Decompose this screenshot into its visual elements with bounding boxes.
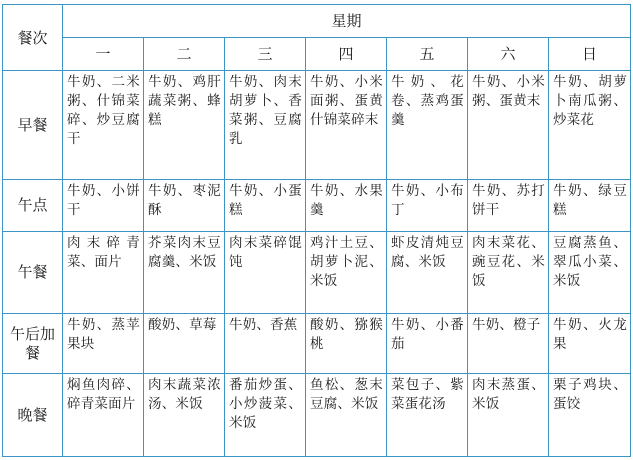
menu-cell: 肉末蒸蛋、米饭: [468, 374, 549, 457]
day-header-mon: 一: [63, 38, 144, 71]
menu-cell: 焖鱼肉碎、碎青菜面片: [63, 374, 144, 457]
header-row-1: [3, 5, 631, 38]
meal-label-morning-snack: 午点: [3, 180, 63, 232]
menu-cell: 肉末碎青菜、面片: [63, 232, 144, 314]
table-row: [3, 374, 631, 457]
menu-cell: 牛奶、花卷、蒸鸡蛋羹: [387, 71, 468, 180]
meal-label-dinner: 晚餐: [3, 374, 63, 457]
menu-cell: 牛奶、枣泥酥: [144, 180, 225, 232]
menu-cell: 牛奶、苏打饼干: [468, 180, 549, 232]
day-header-fri: 五: [387, 38, 468, 71]
table-row: [3, 314, 631, 374]
week-header: 星期: [63, 5, 631, 38]
menu-cell: 牛奶、小米粥、蛋黄末: [468, 71, 549, 180]
menu-cell: 芥菜肉末豆腐羹、米饭: [144, 232, 225, 314]
table-row: [3, 180, 631, 232]
menu-cell: 栗子鸡块、蛋饺: [549, 374, 631, 457]
menu-cell: 鸡汁土豆、胡萝卜泥、米饭: [306, 232, 387, 314]
menu-cell: 肉末菜花、豌豆花、米饭: [468, 232, 549, 314]
table-row: [3, 232, 631, 314]
menu-cell: 豆腐蒸鱼、翠瓜小菜、米饭: [549, 232, 631, 314]
menu-cell: 牛奶、小米面粥、蛋黄什锦菜碎末: [306, 71, 387, 180]
menu-cell: 牛奶、橙子: [468, 314, 549, 374]
meal-label-breakfast: 早餐: [3, 71, 63, 180]
menu-cell: 鱼松、葱末豆腐、米饭: [306, 374, 387, 457]
header-row-days: [3, 38, 631, 71]
menu-cell: 牛奶、香蕉: [225, 314, 306, 374]
day-header-thu: 四: [306, 38, 387, 71]
day-header-tue: 二: [144, 38, 225, 71]
menu-cell: 牛奶、胡萝卜南瓜粥、炒菜花: [549, 71, 631, 180]
menu-cell: 牛奶、蒸苹果块: [63, 314, 144, 374]
meal-label-afternoon-snack: 午后加餐: [3, 314, 63, 374]
menu-cell: 牛奶、小蛋糕: [225, 180, 306, 232]
weekly-meal-table: [2, 4, 631, 457]
menu-cell: 酸奶、草莓: [144, 314, 225, 374]
meal-column-header: 餐次: [3, 5, 63, 71]
menu-cell: 肉末菜碎馄饨: [225, 232, 306, 314]
menu-cell: 牛奶、小番茄: [387, 314, 468, 374]
table-row: [3, 71, 631, 180]
menu-cell: 牛奶、肉末胡萝卜、香菜粥、豆腐乳: [225, 71, 306, 180]
day-header-sat: 六: [468, 38, 549, 71]
menu-cell: 牛奶、小饼干: [63, 180, 144, 232]
day-header-wed: 三: [225, 38, 306, 71]
menu-cell: 牛奶、鸡肝蔬菜粥、蜂糕: [144, 71, 225, 180]
menu-cell: 牛奶、水果羹: [306, 180, 387, 232]
menu-cell: 酸奶、猕猴桃: [306, 314, 387, 374]
menu-cell: 牛奶、火龙果: [549, 314, 631, 374]
day-header-sun: 日: [549, 38, 631, 71]
meal-label-lunch: 午餐: [3, 232, 63, 314]
menu-cell: 肉末蔬菜浓汤、米饭: [144, 374, 225, 457]
menu-cell: 菜包子、紫菜蛋花汤: [387, 374, 468, 457]
menu-cell: 牛奶、绿豆糕: [549, 180, 631, 232]
menu-cell: 牛奶、小布丁: [387, 180, 468, 232]
menu-cell: 虾皮清炖豆腐、米饭: [387, 232, 468, 314]
menu-cell: 牛奶、二米粥、什锦菜碎、炒豆腐干: [63, 71, 144, 180]
menu-cell: 番茄炒蛋、小炒菠菜、米饭: [225, 374, 306, 457]
